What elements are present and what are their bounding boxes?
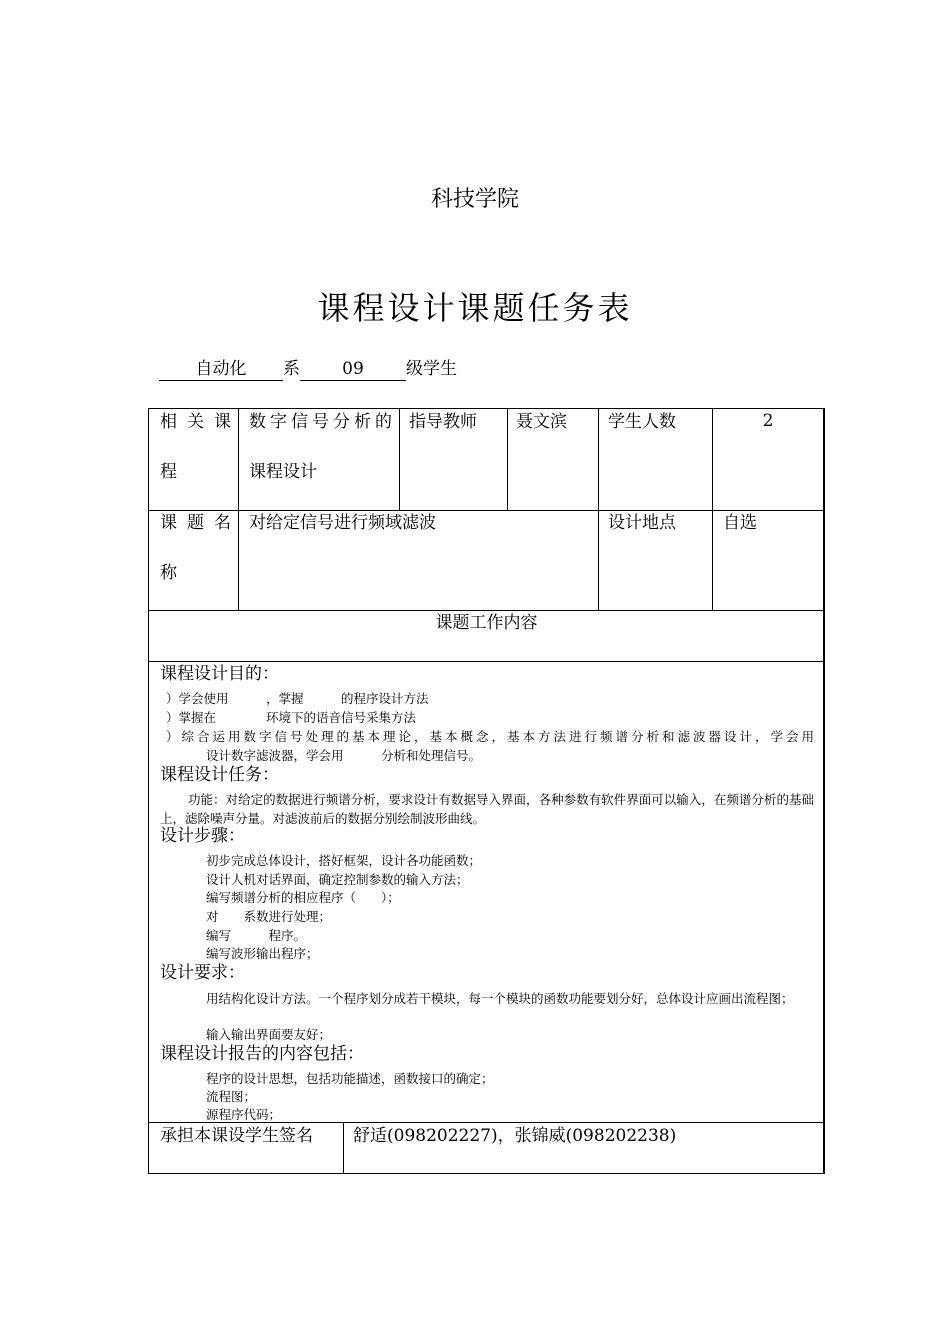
topic-label: 课 题 名 [160, 513, 231, 533]
purpose-item: 设计数字滤波器，学会用 分析和处理信号。 [206, 748, 482, 763]
course-value: 数字信号分析的 [249, 412, 392, 432]
students-value: 2 [762, 411, 774, 431]
report-item: 程序的设计思想，包括功能描述，函数接口的确定； [206, 1071, 494, 1086]
grade-value: 09 [300, 359, 406, 381]
grade-suffix: 级学生 [406, 359, 457, 379]
course-label-cont: 程 [160, 462, 177, 482]
students-label: 学生人数 [608, 412, 676, 432]
step-item: 初步完成总体设计，搭好框架，设计各功能函数； [206, 853, 482, 868]
teacher-label: 指导教师 [409, 412, 477, 432]
step-item: 编写波形输出程序； [206, 946, 319, 961]
step-item: 对 系数进行处理； [206, 909, 332, 924]
location-label: 设计地点 [608, 513, 676, 533]
report-item: 源程序代码； [206, 1107, 282, 1122]
course-value-cont: 课程设计 [249, 462, 317, 482]
purpose-item: ）掌握在 环境下的语音信号采集方法 [166, 710, 417, 725]
signature-value: 舒适(098202227)，张锦威(098202238) [353, 1126, 677, 1146]
class-line [159, 354, 457, 381]
report-item: 流程图； [206, 1089, 257, 1104]
topic-label-cont: 称 [160, 563, 177, 583]
step-item: 设计人机对话界面，确定控制参数的输入方法； [206, 872, 469, 887]
task-text: 功能：对给定的数据进行频谱分析，要求设计有数据导入界面，各种参数有软件界面可以输入，在频谱分析的基础上，滤除噪声分量。对滤波前后的数据分别绘制波形曲线。 [160, 792, 814, 826]
content-header: 课题工作内容 [435, 613, 538, 633]
purpose-item: ）综合运用数字信号处理的基本理论，基本概念，基本方法进行频谱分析和滤波器设计，学会用 [166, 729, 814, 744]
school-name: 科技学院 [430, 187, 519, 212]
department-value: 自动化 [159, 354, 283, 381]
step-item: 编写 程序。 [206, 928, 307, 943]
requirement-item: 输入输出界面要友好； [206, 1027, 332, 1042]
department-suffix: 系 [283, 359, 300, 379]
document-title: 课程设计课题任务表 [317, 289, 633, 327]
requirements-text: 用结构化设计方法。一个程序划分成若干模块，每一个模块的函数功能要划分好，总体设计应画出流程图； [206, 991, 794, 1006]
teacher-value: 聂文滨 [516, 412, 567, 432]
task-heading: 课程设计任务： [160, 765, 279, 785]
step-item: 编写频谱分析的相应程序（ ）； [206, 890, 400, 905]
course-label: 相 关 课 [160, 412, 231, 432]
purpose-heading: 课程设计目的： [160, 664, 279, 684]
location-value: 自选 [723, 513, 757, 533]
signature-label: 承担本课设学生签名 [160, 1126, 313, 1146]
purpose-item: ）学会使用 ，掌握 的程序设计方法 [166, 691, 429, 706]
report-heading: 课程设计报告的内容包括： [160, 1044, 364, 1064]
steps-heading: 设计步骤： [160, 826, 245, 846]
topic-value: 对给定信号进行频域滤波 [249, 513, 436, 533]
requirements-heading: 设计要求： [160, 963, 245, 983]
